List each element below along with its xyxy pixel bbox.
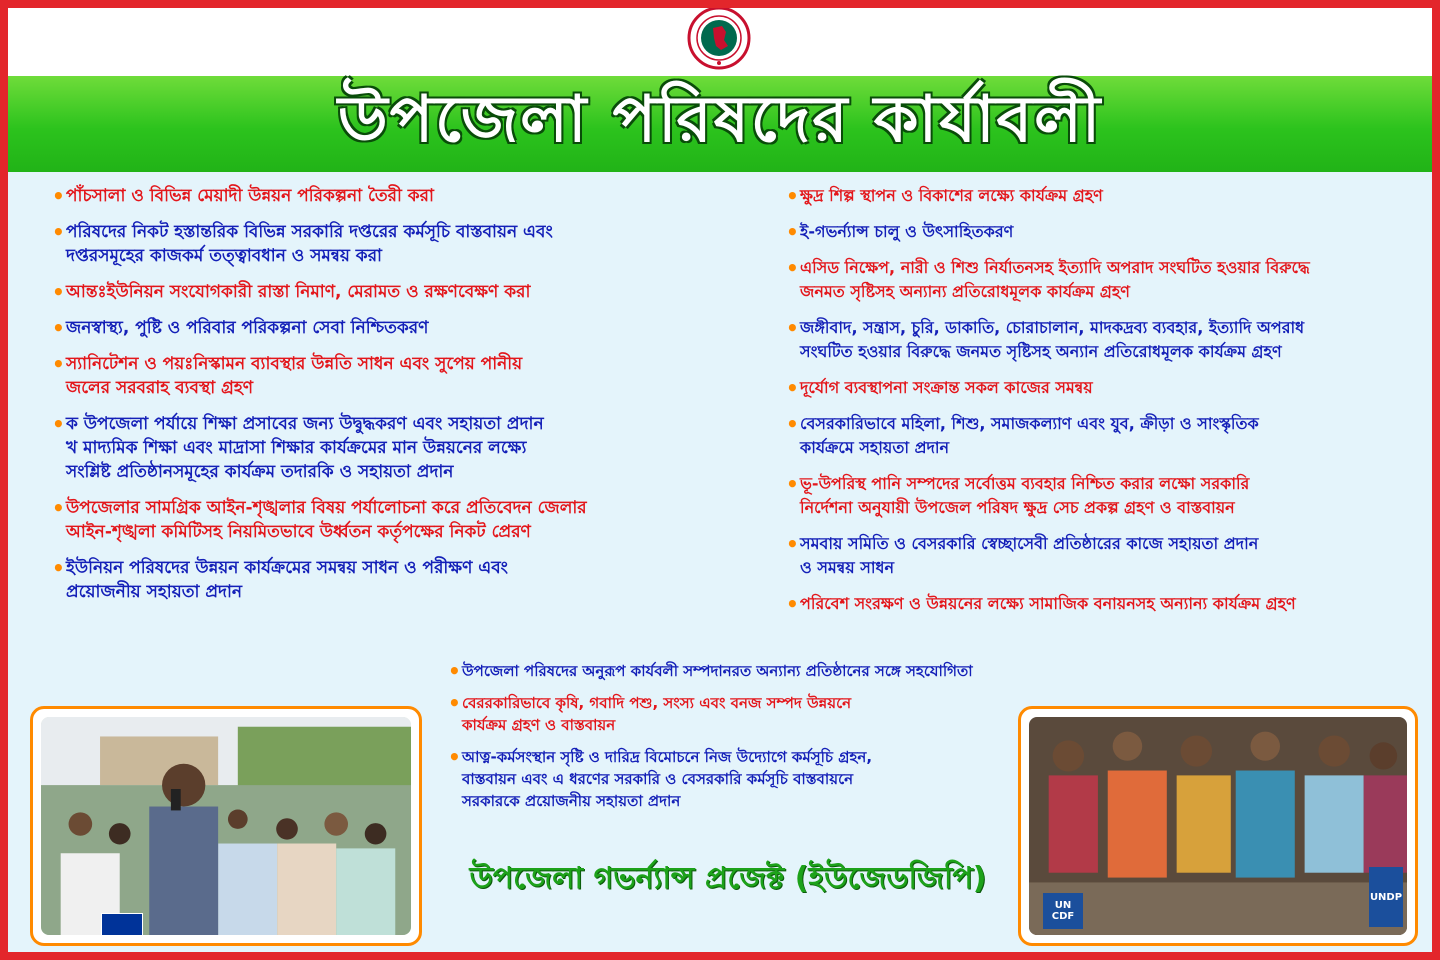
item-line: কার্যক্রম গ্রহণ ও বাস্তবায়ন bbox=[462, 716, 616, 734]
left-item bbox=[52, 316, 742, 340]
bullet-icon: • bbox=[448, 659, 461, 683]
left-item bbox=[52, 184, 742, 208]
bullet-icon: • bbox=[52, 316, 65, 340]
item-line: আত্ন-কর্মসংস্থান সৃষ্টি ও দারিদ্র বিমোচনে নিজ উদ্যোগে কর্মসূচি গ্রহন, bbox=[462, 748, 873, 766]
title-band bbox=[8, 76, 1432, 172]
item-line: ভূ-উপরিস্থ পানি সম্পদের সর্বোত্তম ব্যবহার নিশ্চিত করার লক্ষো সরকারি bbox=[800, 474, 1250, 493]
left-item bbox=[52, 352, 742, 400]
item-line: বেসরকারিভাবে মহিলা, শিশু, সমাজকল্যাণ এবং যুব, ক্রীড়া ও সাংস্কৃতিক bbox=[800, 414, 1259, 433]
center-column bbox=[448, 660, 1008, 822]
item-line: পরিবেশ সংরক্ষণ ও উন্নয়নের লক্ষ্যে সামাজিক বনায়নসহ অন্যান্য কার্যক্রম গ্রহণ bbox=[800, 594, 1296, 613]
item-line: জলের সরবরাহ ব্যবস্থা গ্রহণ bbox=[66, 378, 254, 398]
photo-right bbox=[1018, 706, 1418, 946]
bullet-icon: • bbox=[786, 316, 799, 340]
item-line: খ মাদ্যমিক শিক্ষা এবং মাদ্রাসা শিক্ষার কার্যক্রমের মান উন্নয়নের লক্ষ্যে bbox=[66, 438, 527, 458]
item-line: জঙ্গীবাদ, সন্ত্রাস, চুরি, ডাকাতি, চোরাচালান, মাদকদ্রব্য ব্যবহার, ইত্যাদি অপরাধ bbox=[800, 318, 1305, 337]
item-line: নির্দেশনা অনুযায়ী উপজেল পরিষদ ক্ষুদ্র সেচ প্রকল্প গ্রহণ ও বাস্তবায়ন bbox=[800, 498, 1235, 517]
item-line: জনস্বাস্থ্য, পুষ্টি ও পরিবার পরিকল্পনা সেবা নিশ্চিতকরণ bbox=[66, 318, 429, 338]
item-line: এসিড নিক্ষেপ, নারী ও শিশু নির্যাতনসহ ইত্যাদি অপরাদ সংঘটিত হওয়ার বিরুদ্ধে bbox=[800, 258, 1310, 277]
item-line: সরকারকে প্রয়োজনীয় সহায়তা প্রদান bbox=[462, 792, 681, 810]
item-line: বাস্তবায়ন এবং এ ধরণের সরকারি ও বেসরকারি কর্মসূচি বাস্তবায়নে bbox=[462, 770, 854, 788]
right-item bbox=[786, 412, 1406, 460]
undp-logo: UNDP bbox=[1369, 867, 1403, 927]
item-line: ই-গভর্ন্যান্স চালু ও উৎসাহিতকরণ bbox=[800, 222, 1014, 241]
left-item bbox=[52, 496, 742, 544]
government-seal-icon bbox=[678, 6, 760, 70]
content-area bbox=[8, 172, 1432, 952]
bullet-icon: • bbox=[52, 496, 65, 520]
bullet-icon: • bbox=[786, 592, 799, 616]
right-item bbox=[786, 472, 1406, 520]
right-item bbox=[786, 532, 1406, 580]
item-line: ক্ষুদ্র শিল্প স্থাপন ও বিকাশের লক্ষ্যে কার্যক্রম গ্রহণ bbox=[800, 186, 1103, 205]
project-name: উপজেলা গভর্ন্যান্স প্রজেক্ট (ইউজেডজিপি) bbox=[469, 861, 987, 896]
bullet-icon: • bbox=[786, 256, 799, 280]
header-strip bbox=[0, 0, 1440, 76]
item-line: পাঁচসালা ও বিভিন্ন মেয়াদী উন্নয়ন পরিকল্পনা তৈরী করা bbox=[66, 186, 434, 206]
right-column bbox=[786, 184, 1406, 628]
item-line: দূর্যোগ ব্যবস্থাপনা সংক্রান্ত সকল কাজের সমন্বয় bbox=[800, 378, 1093, 397]
right-item bbox=[786, 220, 1406, 244]
item-line: পরিষদের নিকট হস্তান্তরিক বিভিন্ন সরকারি দপ্তরের কর্মসূচি বাস্তবায়ন এবং bbox=[66, 222, 553, 242]
center-item bbox=[448, 692, 1008, 736]
photo-left bbox=[30, 706, 422, 946]
item-line: ইউনিয়ন পরিষদের উন্নয়ন কার্যক্রমের সমন্বয় সাধন ও পরীক্ষণ এবং bbox=[66, 558, 508, 578]
bullet-icon: • bbox=[448, 745, 461, 769]
item-line: প্রয়োজনীয় সহায়তা প্রদান bbox=[66, 582, 243, 602]
right-item bbox=[786, 256, 1406, 304]
bullet-icon: • bbox=[786, 376, 799, 400]
item-line: উপজেলার সামগ্রিক আইন-শৃঙ্খলার বিষয় পর্যালোচনা করে প্রতিবেদন জেলার bbox=[66, 498, 587, 518]
item-line: ও সমন্বয় সাধন bbox=[800, 558, 895, 577]
right-item bbox=[786, 184, 1406, 208]
left-item bbox=[52, 280, 742, 304]
eu-flag-icon bbox=[101, 913, 143, 935]
bullet-icon: • bbox=[52, 412, 65, 436]
item-line: ক উপজেলা পর্যায়ে শিক্ষা প্রসাবের জন্য উদ্বুদ্ধকরণ এবং সহায়তা প্রদান bbox=[66, 414, 544, 434]
bullet-icon: • bbox=[52, 184, 65, 208]
right-item bbox=[786, 376, 1406, 400]
bullet-icon: • bbox=[786, 220, 799, 244]
item-line: বেররকারিভাবে কৃষি, গবাদি পশু, সংস্য এবং বনজ সম্পদ উন্নয়নে bbox=[462, 694, 852, 712]
women-gathering-photo bbox=[1029, 717, 1407, 935]
left-item bbox=[52, 412, 742, 484]
left-column bbox=[52, 184, 742, 616]
item-line: দপ্তরসমূহের কাজকর্ম তত্ত্বাবধান ও সমন্বয় করা bbox=[66, 246, 382, 266]
item-line: সংঘটিত হওয়ার বিরুদ্ধে জনমত সৃষ্টিসহ অন্যান প্রতিরোধমূলক কার্যক্রম গ্রহণ bbox=[800, 342, 1282, 361]
bullet-icon: • bbox=[786, 184, 799, 208]
item-line: সংশ্লিষ্ট প্রতিষ্ঠানসমূহের কার্যক্রম তদারকি ও সহায়তা প্রদান bbox=[66, 462, 454, 482]
bullet-icon: • bbox=[786, 472, 799, 496]
bullet-icon: • bbox=[448, 691, 461, 715]
uncdf-logo: UN CDF bbox=[1043, 893, 1083, 929]
women-scene-image bbox=[1029, 717, 1407, 935]
right-item bbox=[786, 592, 1406, 616]
item-line: আইন-শৃঙ্খলা কমিটিসহ নিয়মিতভাবে উর্ধ্বতন কর্তৃপক্ষের নিকট প্রেরণ bbox=[66, 522, 531, 542]
left-item bbox=[52, 556, 742, 604]
item-line: উপজেলা পরিষদের অনুরূপ কার্যবলী সম্পদানরত অন্যান্য প্রতিষ্ঠানের সঙ্গে সহযোগিতা bbox=[462, 662, 973, 680]
page-title: উপজেলা পরিষদের কার্যাবলী bbox=[337, 82, 1103, 157]
left-item bbox=[52, 220, 742, 268]
center-item bbox=[448, 746, 1008, 812]
meeting-scene-image bbox=[41, 717, 411, 935]
item-line: আন্তঃইউনিয়ন সংযোগকারী রাস্তা নিমাণ, মেরামত ও রক্ষণবেক্ষণ করা bbox=[66, 282, 531, 302]
item-line: কার্যক্রমে সহায়তা প্রদান bbox=[800, 438, 950, 457]
center-item bbox=[448, 660, 1008, 682]
item-line: জনমত সৃষ্টিসহ অন্যান্য প্রতিরোধমূলক কার্যক্রম গ্রহণ bbox=[800, 282, 1130, 301]
bullet-icon: • bbox=[52, 352, 65, 376]
item-line: স্যানিটেশন ও পয়ঃনিস্কামন ব্যাবস্থার উন্নতি সাধন এবং সুপেয় পানীয় bbox=[66, 354, 523, 374]
bullet-icon: • bbox=[52, 280, 65, 304]
bullet-icon: • bbox=[52, 556, 65, 580]
bullet-icon: • bbox=[52, 220, 65, 244]
bullet-icon: • bbox=[786, 412, 799, 436]
right-item bbox=[786, 316, 1406, 364]
bullet-icon: • bbox=[786, 532, 799, 556]
item-line: সমবায় সমিতি ও বেসরকারি স্বেচ্ছাসেবী প্রতিষ্ঠারের কাজে সহায়তা প্রদান bbox=[800, 534, 1259, 553]
community-meeting-photo bbox=[41, 717, 411, 935]
